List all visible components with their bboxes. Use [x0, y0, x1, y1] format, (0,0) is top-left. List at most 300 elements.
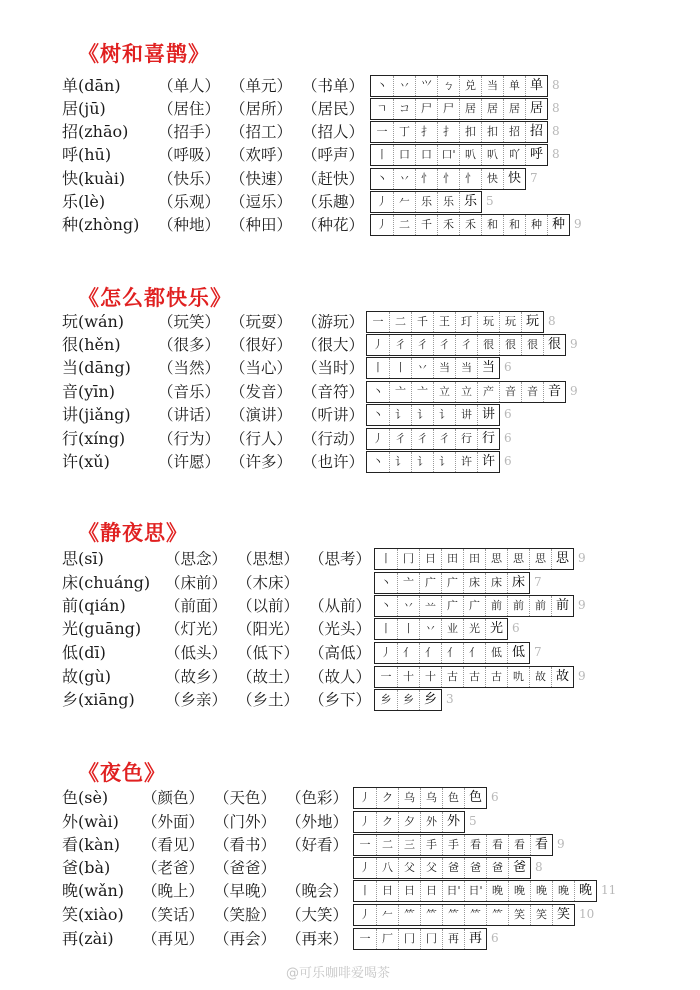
word-group: （音乐）	[158, 383, 221, 401]
word-group: （很好）	[230, 336, 293, 354]
stroke-count: 9	[578, 669, 586, 683]
stroke-count: 9	[557, 837, 565, 851]
stroke-cell: 夕	[398, 812, 420, 832]
stroke-cell: 亻	[419, 643, 441, 663]
stroke-cell: 思	[507, 549, 529, 569]
stroke-cell: 行	[455, 429, 477, 449]
stroke-cell: 业	[441, 619, 463, 639]
stroke-order-grid	[366, 334, 566, 356]
stroke-cell: 丨	[389, 358, 411, 378]
stroke-cell: 丶	[372, 385, 384, 398]
stroke-cell: 色	[442, 788, 464, 808]
stroke-cell: 晚	[508, 881, 530, 901]
word-group: （当心）	[230, 359, 293, 377]
stroke-cell: 前	[529, 596, 551, 616]
stroke-cell: ク	[376, 788, 398, 808]
word-group: （门外）	[214, 813, 277, 831]
stroke-cell: 居	[503, 99, 525, 119]
stroke-cell: 爸	[464, 858, 486, 878]
stroke-cell: 爸	[442, 858, 464, 878]
stroke-count: 9	[570, 384, 578, 398]
stroke-cell: 立	[433, 382, 455, 402]
stroke-cell: ⺍	[415, 76, 437, 96]
word-group: （低下）	[237, 644, 300, 662]
stroke-cell: ㄅ	[437, 76, 459, 96]
stroke-cell: 日	[420, 881, 442, 901]
stroke-cell: 亻	[441, 643, 463, 663]
stroke-cell: 低	[485, 643, 507, 663]
stroke-cell: 田	[441, 549, 463, 569]
stroke-cell: 叭	[459, 145, 481, 165]
stroke-count: 7	[530, 171, 538, 185]
stroke-cell: 丷	[419, 619, 441, 639]
stroke-cell: 再	[464, 929, 486, 949]
stroke-cell: 丿	[380, 646, 392, 659]
stroke-order-grid	[370, 191, 482, 213]
character-pinyin: 思(sī)	[62, 549, 104, 568]
character-pinyin: 晚(wǎn)	[62, 881, 125, 900]
word-group: （快乐）	[158, 170, 221, 188]
word-group: （晚会）	[286, 882, 349, 900]
word-group: （也许）	[302, 453, 365, 471]
stroke-cell: 禾	[459, 215, 481, 235]
stroke-cell: 古	[463, 667, 485, 687]
stroke-order-grid	[353, 811, 465, 833]
stroke-cell: 王	[433, 312, 455, 332]
word-group: （大笑）	[286, 906, 349, 924]
stroke-cell: 丁	[393, 122, 415, 142]
stroke-cell: 丶	[380, 599, 392, 612]
stroke-cell: 丷	[393, 76, 415, 96]
word-group: （书单）	[302, 77, 365, 95]
character-pinyin: 音(yīn)	[62, 382, 115, 401]
stroke-order-grid	[353, 857, 531, 879]
word-group: （低头）	[165, 644, 228, 662]
stroke-order-grid	[370, 168, 526, 190]
word-group: （很大）	[302, 336, 365, 354]
stroke-cell: 乡	[397, 690, 419, 710]
stroke-cell: 思	[529, 549, 551, 569]
stroke-cell: 日	[376, 881, 398, 901]
character-pinyin: 光(guāng)	[62, 619, 142, 638]
stroke-cell: 玎	[455, 312, 477, 332]
word-group: （乡下）	[309, 691, 372, 709]
stroke-cell: 扌	[415, 122, 437, 142]
word-group: （早晚）	[214, 882, 277, 900]
word-group: （招手）	[158, 123, 221, 141]
stroke-cell: ⺮	[398, 905, 420, 925]
character-pinyin: 再(zài)	[62, 929, 114, 948]
word-group: （灯光）	[165, 620, 228, 638]
stroke-cell: 丿	[359, 908, 371, 921]
stroke-cell: 吖	[503, 145, 525, 165]
stroke-cell: 笑	[552, 905, 574, 925]
stroke-cell: 亻	[397, 643, 419, 663]
stroke-order-grid	[353, 834, 553, 856]
stroke-cell: 手	[442, 835, 464, 855]
stroke-order-grid	[353, 928, 487, 950]
word-group: （从前）	[309, 597, 372, 615]
stroke-cell: 丶	[372, 408, 384, 421]
stroke-count: 9	[578, 598, 586, 612]
stroke-cell: 冂	[397, 549, 419, 569]
stroke-cell: 忄	[459, 169, 481, 189]
stroke-order-grid	[353, 787, 487, 809]
stroke-cell: 很	[499, 335, 521, 355]
stroke-cell: ㄱ	[376, 102, 388, 115]
stroke-cell: 尸	[415, 99, 437, 119]
word-group: （单人）	[158, 77, 221, 95]
watermark: @可乐咖啡爱喝茶	[286, 966, 391, 981]
word-group: （逗乐）	[230, 193, 293, 211]
section-title: 《怎么都快乐》	[78, 285, 232, 310]
stroke-cell: 招	[503, 122, 525, 142]
stroke-cell: 居	[525, 99, 547, 119]
stroke-cell: 床	[507, 573, 529, 593]
stroke-cell: 乐	[415, 192, 437, 212]
stroke-cell: 扣	[481, 122, 503, 142]
stroke-cell: 光	[485, 619, 507, 639]
stroke-cell: 三	[398, 835, 420, 855]
stroke-cell: 丷	[411, 358, 433, 378]
stroke-cell: 笑	[508, 905, 530, 925]
stroke-cell: 一	[376, 125, 388, 138]
stroke-cell: 亠	[389, 382, 411, 402]
stroke-count: 9	[578, 551, 586, 565]
character-pinyin: 笑(xiào)	[62, 905, 124, 924]
stroke-count: 8	[552, 101, 560, 115]
word-group: （玩耍）	[230, 313, 293, 331]
stroke-order-grid	[374, 666, 574, 688]
stroke-cell: 故	[551, 667, 573, 687]
stroke-cell: 丿	[372, 338, 384, 351]
stroke-cell: 口'	[437, 145, 459, 165]
stroke-cell: 爸	[508, 858, 530, 878]
character-pinyin: 前(qián)	[62, 596, 126, 615]
stroke-cell: 居	[459, 99, 481, 119]
stroke-cell: 看	[530, 835, 552, 855]
character-pinyin: 许(xǔ)	[62, 452, 110, 471]
stroke-cell: 亠	[397, 573, 419, 593]
stroke-cell: 彳	[389, 429, 411, 449]
stroke-cell: 古	[485, 667, 507, 687]
character-pinyin: 很(hěn)	[62, 335, 121, 354]
stroke-cell: 日	[398, 881, 420, 901]
stroke-cell: 禾	[437, 215, 459, 235]
stroke-cell: 讲	[477, 405, 499, 425]
stroke-cell: 床	[485, 573, 507, 593]
stroke-cell: 乐	[437, 192, 459, 212]
word-group: （欢呼）	[230, 146, 293, 164]
word-group: （行为）	[158, 430, 221, 448]
word-group: （听讲）	[302, 406, 365, 424]
stroke-cell: 广	[463, 596, 485, 616]
stroke-order-grid	[366, 451, 500, 473]
stroke-cell: 爸	[486, 858, 508, 878]
stroke-order-grid	[370, 144, 548, 166]
stroke-order-grid	[366, 404, 500, 426]
word-group: （阳光）	[237, 620, 300, 638]
stroke-cell: 田	[463, 549, 485, 569]
stroke-cell: 丶	[372, 455, 384, 468]
stroke-cell: 广	[441, 573, 463, 593]
stroke-cell: 招	[525, 122, 547, 142]
stroke-cell: 玩	[477, 312, 499, 332]
character-pinyin: 故(gù)	[62, 667, 112, 686]
stroke-cell: 讲	[455, 405, 477, 425]
stroke-cell: 快	[503, 169, 525, 189]
character-pinyin: 单(dān)	[62, 76, 121, 95]
stroke-cell: 产	[477, 382, 499, 402]
character-pinyin: 居(jū)	[62, 99, 106, 118]
stroke-cell: 晚	[486, 881, 508, 901]
stroke-cell: 思	[551, 549, 573, 569]
stroke-cell: 故	[529, 667, 551, 687]
word-group: （行动）	[302, 430, 365, 448]
stroke-count: 3	[446, 692, 454, 706]
stroke-count: 7	[534, 575, 542, 589]
stroke-count: 5	[486, 194, 494, 208]
word-group: （音符）	[302, 383, 365, 401]
stroke-cell: 丶	[376, 79, 388, 92]
character-pinyin: 色(sè)	[62, 788, 109, 807]
stroke-cell: 丨	[380, 552, 392, 565]
stroke-cell: 𠂉	[393, 192, 415, 212]
word-group: （色彩）	[286, 789, 349, 807]
stroke-cell: 十	[419, 667, 441, 687]
stroke-cell: 日'	[442, 881, 464, 901]
stroke-cell: 色	[464, 788, 486, 808]
stroke-count: 8	[552, 124, 560, 138]
stroke-order-grid	[366, 357, 500, 379]
stroke-cell: 父	[398, 858, 420, 878]
stroke-cell: 乡	[380, 693, 392, 706]
stroke-cell: 居	[481, 99, 503, 119]
character-pinyin: 乐(lè)	[62, 192, 106, 211]
stroke-cell: 呼	[525, 145, 547, 165]
stroke-cell: 和	[503, 215, 525, 235]
stroke-count: 9	[574, 217, 582, 231]
word-group: （讲话）	[158, 406, 221, 424]
word-group: （思念）	[165, 550, 228, 568]
stroke-cell: 快	[481, 169, 503, 189]
stroke-cell: 彳	[411, 429, 433, 449]
word-group: （许多）	[230, 453, 293, 471]
stroke-cell: 乌	[420, 788, 442, 808]
stroke-cell: 丨	[372, 361, 384, 374]
word-group: （再会）	[214, 930, 277, 948]
stroke-cell: コ	[393, 99, 415, 119]
stroke-cell: 彳	[389, 335, 411, 355]
word-group: （以前）	[237, 597, 300, 615]
word-group: （思考）	[309, 550, 372, 568]
stroke-cell: 丶	[380, 576, 392, 589]
stroke-count: 6	[504, 407, 512, 421]
character-pinyin: 玩(wán)	[62, 312, 125, 331]
section-title: 《树和喜鹊》	[78, 41, 210, 66]
stroke-count: 5	[469, 814, 477, 828]
stroke-cell: 彳	[433, 335, 455, 355]
stroke-cell: 父	[420, 858, 442, 878]
stroke-cell: 一	[359, 838, 371, 851]
stroke-order-grid	[366, 428, 500, 450]
word-group: （乡土）	[237, 691, 300, 709]
word-group: （演讲）	[230, 406, 293, 424]
word-group: （许愿）	[158, 453, 221, 471]
character-pinyin: 爸(bà)	[62, 858, 111, 877]
word-group: （赶快）	[302, 170, 365, 188]
stroke-cell: 丿	[359, 815, 371, 828]
stroke-cell: 扌	[437, 122, 459, 142]
word-group: （当时）	[302, 359, 365, 377]
stroke-count: 6	[504, 360, 512, 374]
stroke-count: 8	[552, 147, 560, 161]
character-pinyin: 当(dāng)	[62, 358, 131, 377]
stroke-cell: 思	[485, 549, 507, 569]
stroke-cell: 丶	[376, 172, 388, 185]
stroke-count: 9	[570, 337, 578, 351]
stroke-count: 11	[601, 883, 617, 897]
stroke-cell: 千	[415, 215, 437, 235]
stroke-cell: 丨	[359, 884, 371, 897]
stroke-cell: 晚	[552, 881, 574, 901]
stroke-order-grid	[370, 214, 570, 236]
stroke-cell: 彳	[455, 335, 477, 355]
stroke-cell: 晚	[530, 881, 552, 901]
word-group: （爸爸）	[214, 859, 277, 877]
stroke-cell: 光	[463, 619, 485, 639]
stroke-cell: 古	[441, 667, 463, 687]
stroke-cell: 二	[393, 215, 415, 235]
stroke-order-grid	[370, 98, 548, 120]
word-group: （故人）	[309, 668, 372, 686]
word-group: （故乡）	[165, 668, 228, 686]
stroke-cell: 音	[521, 382, 543, 402]
stroke-count: 6	[512, 621, 520, 635]
stroke-cell: 扣	[459, 122, 481, 142]
stroke-cell: 丿	[372, 432, 384, 445]
word-group: （好看）	[286, 836, 349, 854]
stroke-cell: 很	[521, 335, 543, 355]
stroke-cell: 许	[477, 452, 499, 472]
word-group: （很多）	[158, 336, 221, 354]
word-group: （乐趣）	[302, 193, 365, 211]
stroke-cell: 丨	[376, 148, 388, 161]
stroke-cell: 广	[419, 573, 441, 593]
word-group: （单元）	[230, 77, 293, 95]
word-group: （当然）	[158, 359, 221, 377]
stroke-cell: 日	[419, 549, 441, 569]
word-group: （种田）	[230, 216, 293, 234]
word-group: （种花）	[302, 216, 365, 234]
character-pinyin: 行(xíng)	[62, 429, 126, 448]
stroke-cell: 丿	[376, 195, 388, 208]
word-group: （游玩）	[302, 313, 365, 331]
stroke-order-grid	[353, 904, 575, 926]
stroke-cell: 当	[455, 358, 477, 378]
word-group: （老爸）	[142, 859, 205, 877]
stroke-cell: 讠	[433, 405, 455, 425]
stroke-cell: 兑	[459, 76, 481, 96]
stroke-cell: 亠	[411, 382, 433, 402]
word-group: （招工）	[230, 123, 293, 141]
stroke-cell: 乡	[419, 690, 441, 710]
word-group: （思想）	[237, 550, 300, 568]
stroke-order-grid	[353, 880, 597, 902]
section-title: 《夜色》	[78, 760, 166, 785]
stroke-cell: 彳	[433, 429, 455, 449]
word-group: （笑脸）	[214, 906, 277, 924]
stroke-cell: 讠	[411, 405, 433, 425]
stroke-cell: 许	[455, 452, 477, 472]
word-group: （呼吸）	[158, 146, 221, 164]
character-pinyin: 床(chuáng)	[62, 573, 151, 592]
word-group: （居所）	[230, 100, 293, 118]
stroke-cell: 很	[477, 335, 499, 355]
stroke-cell: 亻	[463, 643, 485, 663]
stroke-cell: 厂	[376, 929, 398, 949]
stroke-cell: 看	[464, 835, 486, 855]
word-group: （居住）	[158, 100, 221, 118]
word-group: （床前）	[165, 574, 228, 592]
stroke-cell: 低	[507, 643, 529, 663]
character-pinyin: 招(zhāo)	[62, 122, 129, 141]
word-group: （前面）	[165, 597, 228, 615]
word-group: （玩笑）	[158, 313, 221, 331]
word-group: （颜色）	[142, 789, 205, 807]
stroke-cell: 丿	[359, 791, 371, 804]
word-group: （故土）	[237, 668, 300, 686]
stroke-cell: 立	[455, 382, 477, 402]
stroke-cell: 一	[372, 315, 384, 328]
word-group: （招人）	[302, 123, 365, 141]
stroke-order-grid	[374, 548, 574, 570]
stroke-cell: 丷	[393, 169, 415, 189]
stroke-cell: 单	[503, 76, 525, 96]
word-group: （看书）	[214, 836, 277, 854]
stroke-cell: 乌	[398, 788, 420, 808]
stroke-cell: 忄	[415, 169, 437, 189]
word-group: （再来）	[286, 930, 349, 948]
stroke-cell: 丨	[397, 619, 419, 639]
stroke-count: 8	[535, 860, 543, 874]
word-group: （发音）	[230, 383, 293, 401]
stroke-cell: 乐	[459, 192, 481, 212]
stroke-cell: 二	[389, 312, 411, 332]
stroke-order-grid	[374, 618, 508, 640]
stroke-cell: 千	[411, 312, 433, 332]
stroke-cell: 尸	[437, 99, 459, 119]
stroke-cell: 广	[441, 596, 463, 616]
word-group: （呼声）	[302, 146, 365, 164]
word-group: （行人）	[230, 430, 293, 448]
word-group: （居民）	[302, 100, 365, 118]
stroke-cell: 讠	[389, 452, 411, 472]
stroke-cell: 日'	[464, 881, 486, 901]
stroke-cell: 忄	[437, 169, 459, 189]
stroke-cell: 外	[442, 812, 464, 832]
stroke-cell: 丨	[380, 622, 392, 635]
stroke-count: 6	[491, 790, 499, 804]
stroke-cell: 晚	[574, 881, 596, 901]
stroke-cell: 讠	[433, 452, 455, 472]
stroke-cell: 一	[359, 932, 371, 945]
character-pinyin: 看(kàn)	[62, 835, 121, 854]
stroke-cell: 玩	[521, 312, 543, 332]
stroke-cell: 一	[380, 670, 392, 683]
stroke-cell: 前	[551, 596, 573, 616]
stroke-cell: 冂	[398, 929, 420, 949]
